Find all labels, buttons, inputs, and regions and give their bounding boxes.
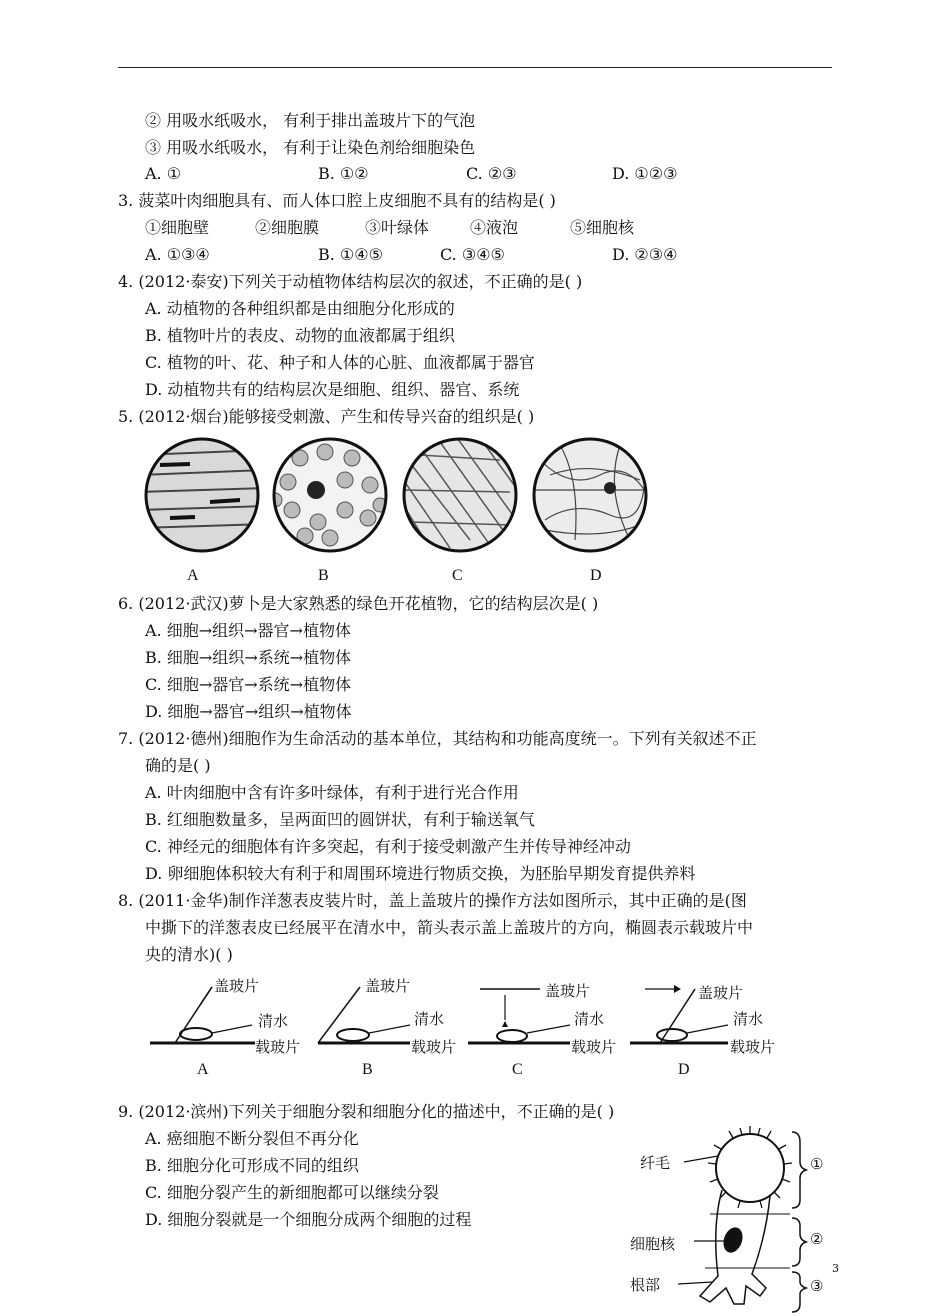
q9-option-a: A. 癌细胞不断分裂但不再分化 [145,1129,359,1148]
q8-cover-label-a: 盖玻片 [214,977,260,995]
q8-stem-3: 央的清水)( ) [145,945,233,964]
fig9-mark-3: ③ [810,1277,824,1295]
q8-water-label-d: 清水 [733,1010,764,1028]
q8-slide-label-a: 载玻片 [255,1038,301,1056]
q7-stem-1: 7. (2012·德州)细胞作为生命活动的基本单位，其结构和功能高度统一。下列有关叙述不正 [118,729,757,748]
q3-item-2: ②细胞膜 [255,218,320,237]
q2-option-c: C. ②③ [466,164,517,183]
page-number: 3 [832,1262,839,1275]
q8-caption-c: C [512,1061,523,1078]
q6-option-d: D. 细胞→器官→组织→植物体 [145,702,352,721]
fig9-cilia-label: 纤毛 [640,1154,671,1172]
q9-option-c: C. 细胞分裂产生的新细胞都可以继续分裂 [145,1183,439,1202]
q4-option-a: A. 动植物的各种组织都是由细胞分化形成的 [145,299,455,318]
header-rule [118,67,832,68]
q5-caption-d: D [590,567,602,584]
q7-option-b: B. 红细胞数量多，呈两面凹的圆饼状，有利于输送氧气 [145,810,535,829]
q2-option-d: D. ①②③ [612,164,678,183]
q5-caption-b: B [318,567,329,584]
q6-option-c: C. 细胞→器官→系统→植物体 [145,675,352,694]
q7-option-a: A. 叶肉细胞中含有许多叶绿体，有利于进行光合作用 [145,783,519,802]
q7-stem-2: 确的是( ) [145,756,211,775]
q6-stem: 6. (2012·武汉)萝卜是大家熟悉的绿色开花植物，它的结构层次是( ) [118,594,599,613]
fig9-nucleus-label: 细胞核 [630,1235,676,1253]
q8-water-label-a: 清水 [258,1012,289,1030]
q2-option-a: A. ① [145,164,182,183]
q8-slide-label-c: 载玻片 [571,1038,617,1056]
nerve-tissue-image [534,439,650,551]
q4-option-b: B. 植物叶片的表皮、动物的血液都属于组织 [145,326,455,345]
blood-tissue-image [268,439,387,551]
q8-caption-b: B [362,1061,373,1078]
q8-stem-2: 中撕下的洋葱表皮已经展平在清水中，箭头表示盖上盖玻片的方向，椭圆表示载玻片中 [145,918,754,937]
q9-stem: 9. (2012·滨州)下列关于细胞分裂和细胞分化的描述中，不正确的是( ) [118,1102,615,1121]
q3-option-c: C. ③④⑤ [440,245,505,264]
fig9-mark-1: ① [810,1155,824,1173]
q2-line-2: ② 用吸水纸吸水， 有利于排出盖玻片下的气泡 [145,111,476,130]
q8-slide-label-b: 载玻片 [411,1038,457,1056]
q3-option-b: B. ①④⑤ [318,245,383,264]
q3-stem: 3. 菠菜叶肉细胞具有、而人体口腔上皮细胞不具有的结构是( ) [118,191,556,210]
q6-option-b: B. 细胞→组织→系统→植物体 [145,648,352,667]
epithelial-tissue-image [400,435,525,551]
q3-item-1: ①细胞壁 [145,218,210,237]
q7-option-c: C. 神经元的细胞体有许多突起，有利于接受刺激产生并传导神经冲动 [145,837,631,856]
q4-stem: 4. (2012·泰安)下列关于动植物体结构层次的叙述，不正确的是( ) [118,272,583,291]
q5-stem: 5. (2012·烟台)能够接受刺激、产生和传导兴奋的组织是( ) [118,407,535,426]
q4-option-d: D. 动植物共有的结构层次是细胞、组织、器官、系统 [145,380,520,399]
q5-tissue-figures [0,430,950,590]
q8-water-label-b: 清水 [414,1010,445,1028]
q3-option-a: A. ①③④ [145,245,210,264]
q7-option-d: D. 卵细胞体积较大有利于和周围环境进行物质交换，为胚胎早期发育提供养料 [145,864,696,883]
q6-option-a: A. 细胞→组织→器官→植物体 [145,621,351,640]
q8-slide-label-d: 载玻片 [730,1038,776,1056]
q8-caption-d: D [678,1061,690,1078]
fig9-mark-2: ② [810,1230,824,1248]
q5-caption-a: A [187,567,199,584]
q4-option-c: C. 植物的叶、花、种子和人体的心脏、血液都属于器官 [145,353,535,372]
q8-cover-label-b: 盖玻片 [365,977,411,995]
q3-item-3: ③叶绿体 [365,218,430,237]
q8-cover-label-c: 盖玻片 [545,982,591,1000]
q2-option-b: B. ①② [318,164,369,183]
q8-stem-1: 8. (2011·金华)制作洋葱表皮装片时，盖上盖玻片的操作方法如图所示，其中正确的是(图 [118,891,747,910]
muscle-tissue-image [140,439,265,551]
q5-caption-c: C [452,567,463,584]
q3-option-d: D. ②③④ [612,245,678,264]
q8-water-label-c: 清水 [574,1010,605,1028]
q3-item-5: ⑤细胞核 [570,218,635,237]
q9-option-b: B. 细胞分化可形成不同的组织 [145,1156,359,1175]
q8-cover-label-d: 盖玻片 [698,984,744,1002]
q3-item-4: ④液泡 [470,218,519,237]
fig9-root-label: 根部 [630,1276,661,1294]
q9-option-d: D. 细胞分裂就是一个细胞分成两个细胞的过程 [145,1210,472,1229]
q8-caption-a: A [197,1061,209,1078]
q8-coverslip-diagram [0,965,950,1085]
q2-line-3: ③ 用吸水纸吸水， 有利于让染色剂给细胞染色 [145,138,476,157]
